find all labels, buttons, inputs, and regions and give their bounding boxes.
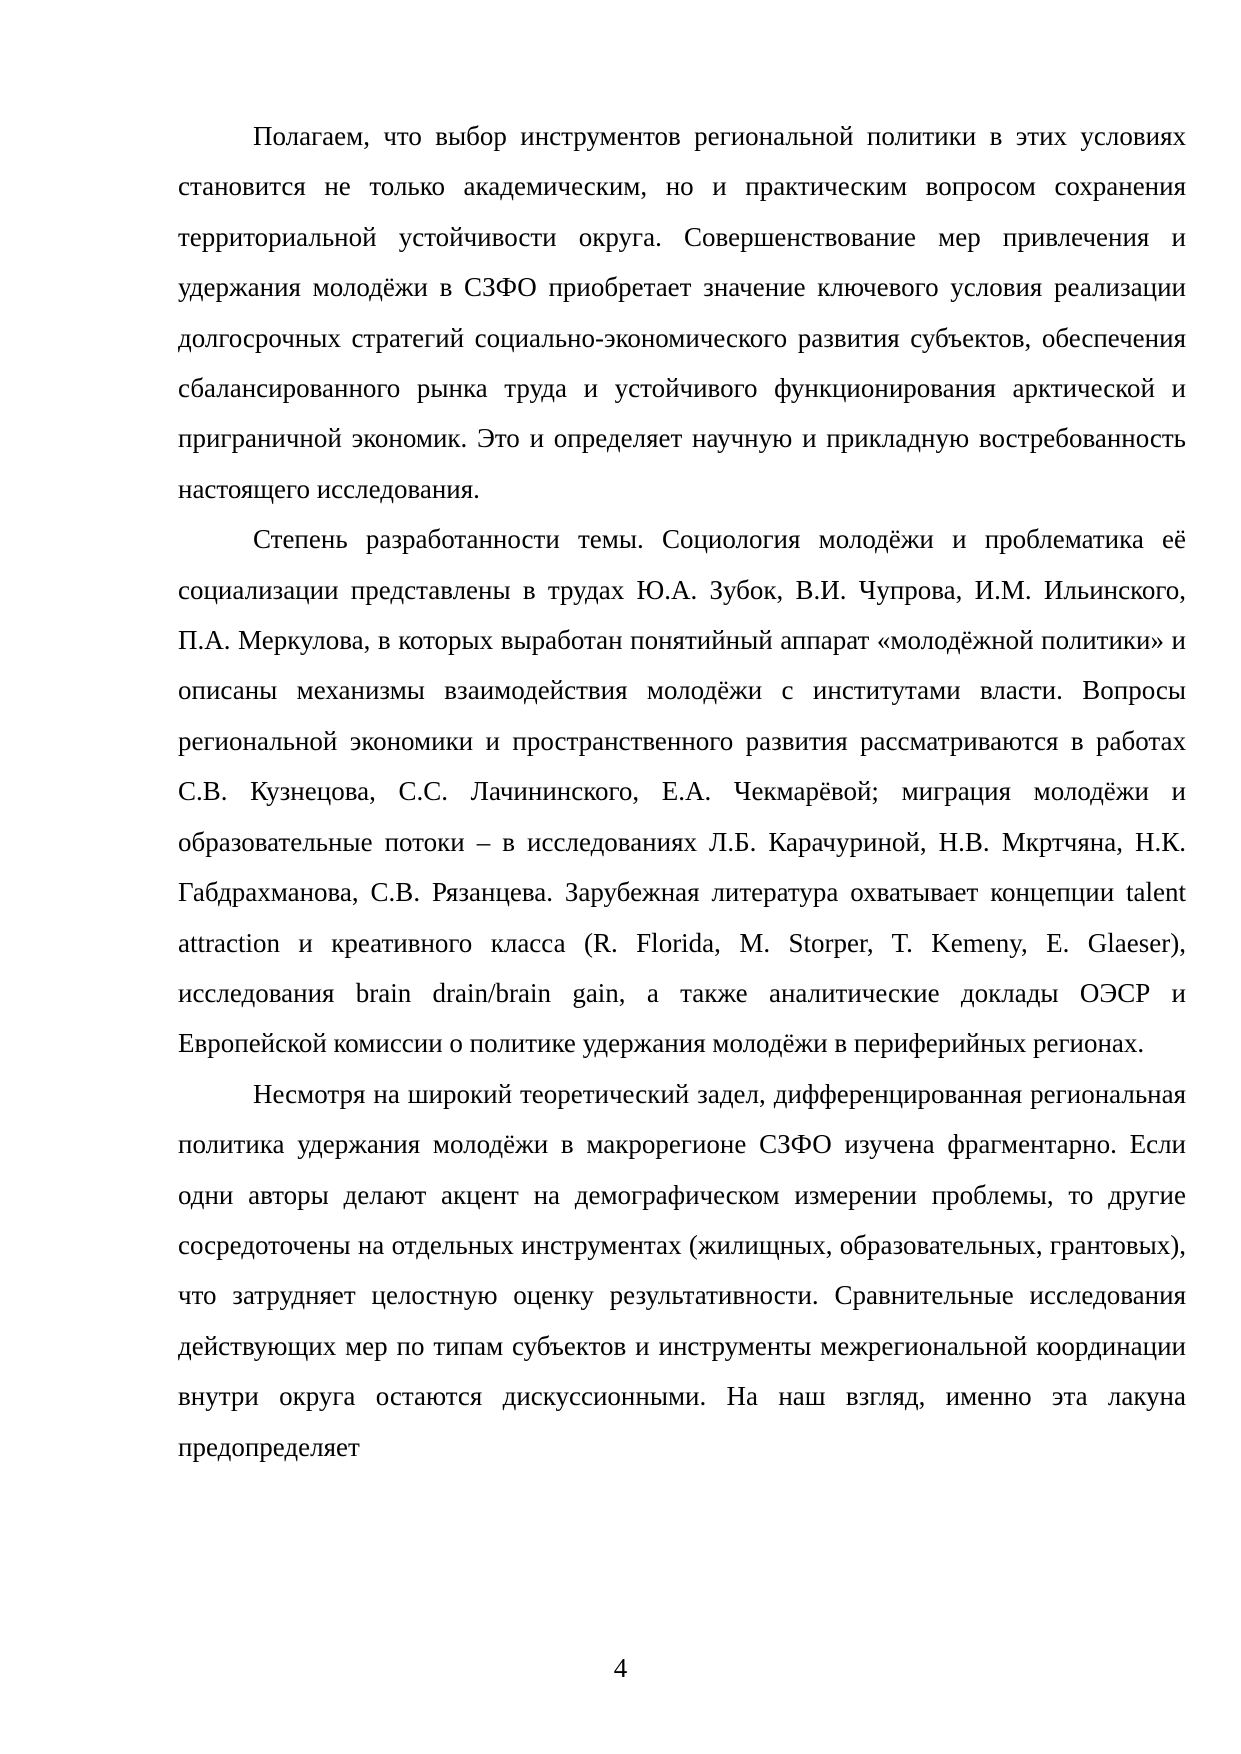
document-body	[178, 111, 1186, 1472]
paragraph-degree-of-development: Степень разработанности темы. Социология молодёжи и проблематика её социализации представлены в трудах Ю.А. Зубок, В.И. Чупрова, И.М. Ильинского, П.А. Меркулова, в которых выработан понятийный аппарат «молодёжной политики» и описаны механизмы взаимодействия молодёжи с институтами власти. Вопросы региональной экономики и пространственного развития рассматриваются в работах С.В. Кузнецова, С.С. Лачининского, Е.А. Чекмарёвой; миграция молодёжи и образовательные потоки – в исследованиях Л.Б. Карачуриной, Н.В. Мкртчяна, Н.К. Габдрахманова, С.В. Рязанцева. Зарубежная литература охватывает концепции talent attraction и креативного класса (R. Florida, M. Storper, T. Kemeny, E. Glaeser), исследования brain drain/brain gain, а также аналитические доклады ОЭСР и Европейской комиссии о политике удержания молодёжи в периферийных регионах.	[178, 524, 1186, 1059]
paragraph-relevance-conclusion: Полагаем, что выбор инструментов региональной политики в этих условиях становится не только академическим, но и практическим вопросом сохранения территориальной устойчивости округа. Совершенствование мер привлечения и удержания молодёжи в СЗФО приобретает значение ключевого условия реализации долгосрочных стратегий социально-экономического развития субъектов, обеспечения сбалансированного рынка труда и устойчивого функционирования арктической и приграничной экономик. Это и определяет научную и прикладную востребованность настоящего исследования.	[178, 121, 1186, 504]
page-number: 4	[613, 1653, 628, 1683]
paragraph-research-gap: Несмотря на широкий теоретический задел, дифференцированная региональная политика удержания молодёжи в макрорегионе СЗФО изучена фрагментарно. Если одни авторы делают акцент на демографическом измерении проблемы, то другие сосредоточены на отдельных инструментах (жилищных, образовательных, грантовых), что затрудняет целостную оценку результативности. Сравнительные исследования действующих мер по типам субъектов и инструменты межрегиональной координации внутри округа остаются дискуссионными. На наш взгляд, именно эта лакуна предопределяет	[178, 1078, 1186, 1462]
